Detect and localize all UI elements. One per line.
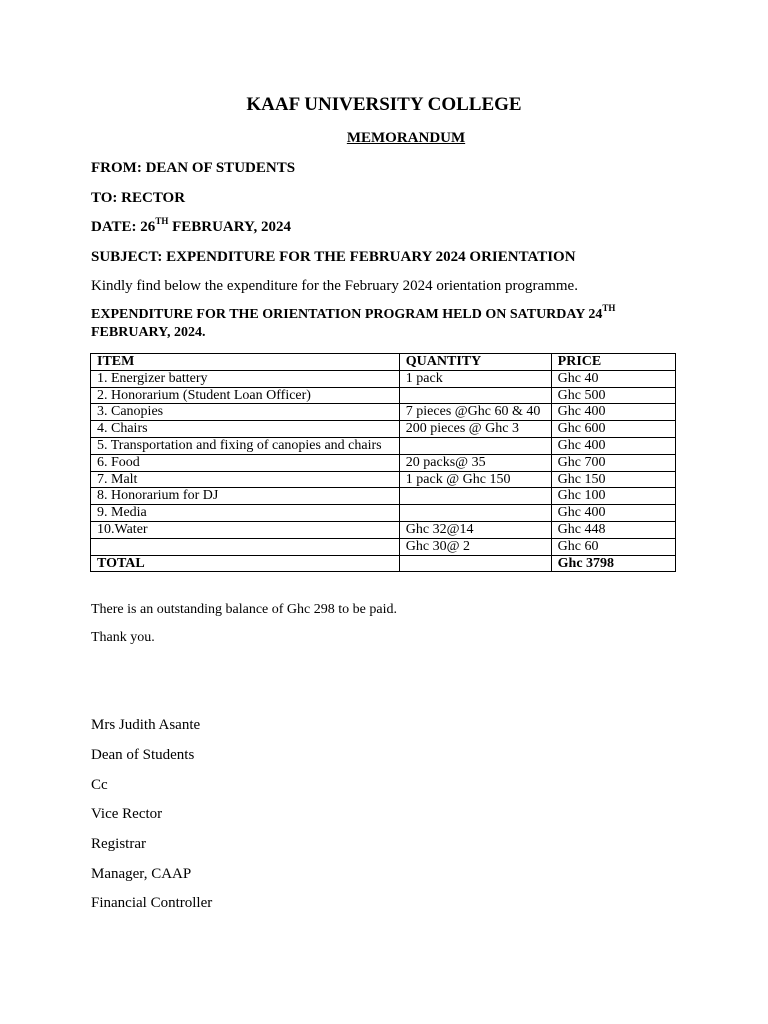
cell-quantity: 1 pack @ Ghc 150 — [399, 471, 551, 488]
signatory-position: Dean of Students — [91, 747, 195, 763]
expenditure-table — [90, 353, 676, 572]
cell-quantity: 7 pieces @Ghc 60 & 40 — [399, 404, 551, 421]
cc-item: Financial Controller — [91, 895, 213, 911]
expenditure-heading-prefix: EXPENDITURE FOR THE ORIENTATION PROGRAM HELD ON SATURDAY 24 — [91, 307, 603, 322]
memo-date-suffix: FEBRUARY, 2024 — [168, 219, 292, 235]
cc-item: Vice Rector — [91, 806, 163, 822]
memo-date — [91, 218, 291, 236]
table-row — [91, 538, 676, 555]
cell-quantity — [399, 488, 551, 505]
thank-you-note: Thank you. — [91, 630, 155, 645]
cell-item: 10.Water — [91, 521, 400, 538]
total-label: TOTAL — [91, 555, 400, 572]
cell-price: Ghc 700 — [551, 454, 675, 471]
table-row — [91, 505, 676, 522]
header-quantity: QUANTITY — [399, 354, 551, 371]
cell-price: Ghc 448 — [551, 521, 675, 538]
cell-item: 9. Media — [91, 505, 400, 522]
table-row — [91, 387, 676, 404]
cell-price: Ghc 400 — [551, 437, 675, 454]
expenditure-heading-sup: TH — [602, 303, 616, 314]
cc-label: Cc — [91, 777, 108, 793]
outstanding-balance-note: There is an outstanding balance of Ghc 298 to be paid. — [91, 602, 397, 617]
memo-to: TO: RECTOR — [91, 190, 186, 206]
total-quantity — [399, 555, 551, 572]
memo-from: FROM: DEAN OF STUDENTS — [91, 160, 296, 176]
cell-quantity: Ghc 30@ 2 — [399, 538, 551, 555]
table-row — [91, 521, 676, 538]
cell-quantity: 200 pieces @ Ghc 3 — [399, 421, 551, 438]
cell-item: 7. Malt — [91, 471, 400, 488]
cell-item: 4. Chairs — [91, 421, 400, 438]
cell-item: 3. Canopies — [91, 404, 400, 421]
table-row — [91, 437, 676, 454]
header-item: ITEM — [91, 354, 400, 371]
cell-price: Ghc 60 — [551, 538, 675, 555]
cell-quantity — [399, 387, 551, 404]
expenditure-heading-line2: FEBRUARY, 2024. — [91, 325, 206, 340]
cc-item: Registrar — [91, 836, 146, 852]
cell-item: 6. Food — [91, 454, 400, 471]
memo-date-sup: TH — [155, 216, 169, 226]
cell-price: Ghc 400 — [551, 404, 675, 421]
cell-item: 8. Honorarium for DJ — [91, 488, 400, 505]
total-price: Ghc 3798 — [551, 555, 675, 572]
memorandum-label: MEMORANDUM — [346, 130, 466, 146]
cell-item: 2. Honorarium (Student Loan Officer) — [91, 387, 400, 404]
memo-date-prefix: DATE: 26 — [91, 219, 156, 235]
table-row — [91, 488, 676, 505]
cell-price: Ghc 400 — [551, 505, 675, 522]
cell-quantity: 1 pack — [399, 370, 551, 387]
memo-subject: SUBJECT: EXPENDITURE FOR THE FEBRUARY 2024 ORIENTATION — [91, 249, 576, 265]
cell-item: 5. Transportation and fixing of canopies and chairs — [91, 437, 400, 454]
table-total-row — [91, 555, 676, 572]
signatory-name: Mrs Judith Asante — [91, 717, 201, 733]
memo-intro: Kindly find below the expenditure for the February 2024 orientation programme. — [91, 278, 578, 294]
table-row — [91, 471, 676, 488]
cell-price: Ghc 600 — [551, 421, 675, 438]
table-row — [91, 454, 676, 471]
cell-price: Ghc 40 — [551, 370, 675, 387]
cell-item — [91, 538, 400, 555]
cell-price: Ghc 150 — [551, 471, 675, 488]
cell-price: Ghc 100 — [551, 488, 675, 505]
header-price: PRICE — [551, 354, 675, 371]
cell-item: 1. Energizer battery — [91, 370, 400, 387]
table-row — [91, 421, 676, 438]
cell-quantity — [399, 437, 551, 454]
cc-item: Manager, CAAP — [91, 866, 192, 882]
cell-price: Ghc 500 — [551, 387, 675, 404]
table-row — [91, 404, 676, 421]
expenditure-heading-line1 — [91, 303, 616, 324]
cell-quantity: 20 packs@ 35 — [399, 454, 551, 471]
table-header-row — [91, 354, 676, 371]
table-row — [91, 370, 676, 387]
cell-quantity: Ghc 32@14 — [399, 521, 551, 538]
institution-title: KAAF UNIVERSITY COLLEGE — [246, 94, 522, 115]
cell-quantity — [399, 505, 551, 522]
